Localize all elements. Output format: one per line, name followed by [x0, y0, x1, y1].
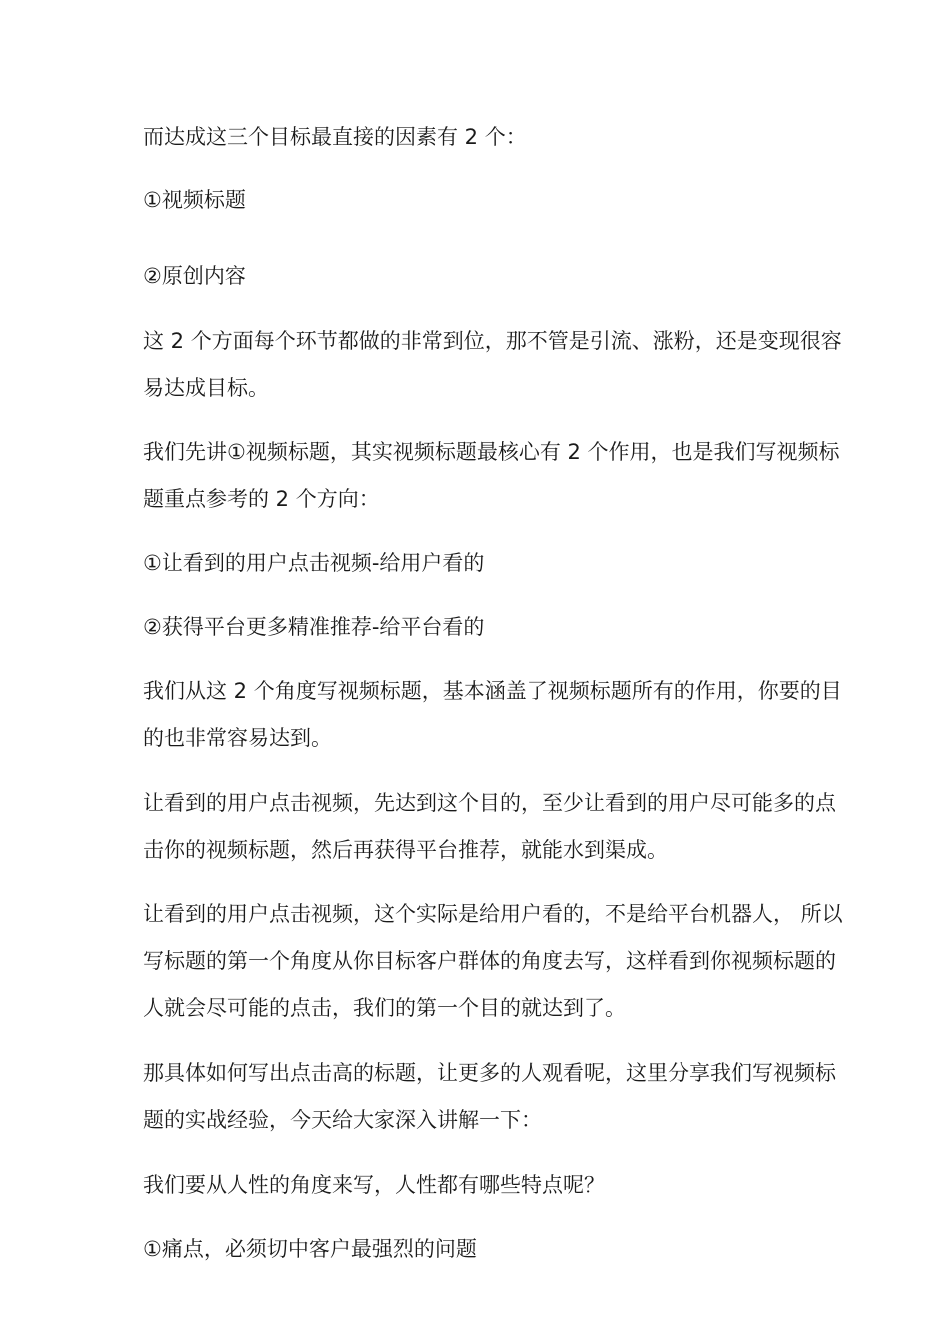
- paragraph-two-aspects: 这 2 个方面每个环节都做的非常到位，那不管是引流、涨粉，还是变现很容易达成目标。: [143, 329, 842, 400]
- list-item-user-click: ①让看到的用户点击视频-给用户看的: [143, 551, 485, 575]
- paragraph-practical-experience: 那具体如何写出点击高的标题，让更多的人观看呢，这里分享我们写视频标题的实战经验，今天给大家深入讲解一下：: [143, 1061, 836, 1132]
- paragraph-target-audience: 让看到的用户点击视频，这个实际是给用户看的，不是给平台机器人， 所以写标题的第一个角度从你目标客户群体的角度去写，这样看到你视频标题的人就会尽可能的点击，我们的第一个目的就达到了。: [143, 902, 843, 1020]
- paragraph-human-nature: 我们要从人性的角度来写，人性都有哪些特点呢？: [143, 1173, 605, 1197]
- list-item-pain-point: ①痛点，必须切中客户最强烈的问题: [143, 1237, 477, 1261]
- paragraph-video-title-roles: 我们先讲①视频标题，其实视频标题最核心有 2 个作用，也是我们写视频标题重点参考的 2 个方向：: [143, 440, 840, 511]
- list-item-video-title: ①视频标题: [143, 188, 246, 212]
- list-item-original-content: ②原创内容: [143, 264, 246, 288]
- paragraph-user-click-first: 让看到的用户点击视频，先达到这个目的，至少让看到的用户尽可能多的点击你的视频标题，然后再获得平台推荐，就能水到渠成。: [143, 791, 836, 862]
- paragraph-two-angles: 我们从这 2 个角度写视频标题，基本涵盖了视频标题所有的作用，你要的目的也非常容易达到。: [143, 679, 842, 750]
- list-item-platform-recommend: ②获得平台更多精准推荐-给平台看的: [143, 615, 485, 639]
- paragraph-intro: 而达成这三个目标最直接的因素有 2 个：: [143, 125, 527, 149]
